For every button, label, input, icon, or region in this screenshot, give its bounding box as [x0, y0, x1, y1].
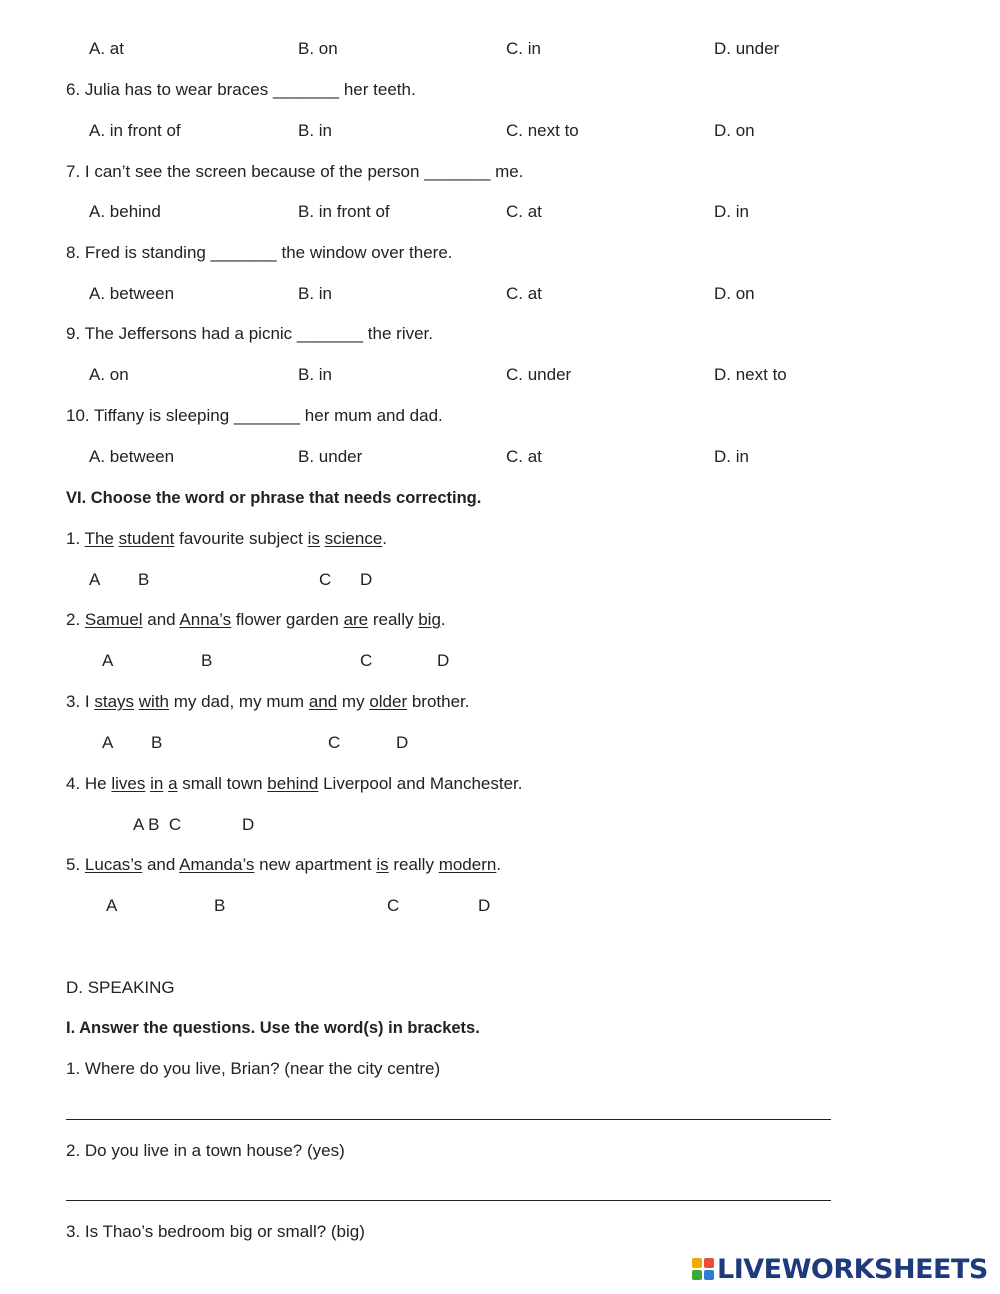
- logo-square: [692, 1258, 702, 1268]
- answer-label-d: D: [396, 733, 409, 752]
- q10-option-d[interactable]: D. in: [714, 447, 749, 466]
- answer-label-a: A: [102, 733, 114, 752]
- answer-label-c: C: [319, 570, 332, 589]
- answer-label-b: B: [138, 570, 150, 589]
- q7-option-b[interactable]: B. in front of: [298, 202, 390, 221]
- underlined-word[interactable]: Lucas’s: [84, 855, 143, 874]
- answer-label-a: A: [102, 651, 114, 670]
- underlined-word[interactable]: science: [324, 529, 383, 548]
- answer-label-c: C: [360, 651, 373, 670]
- logo-square: [704, 1258, 714, 1268]
- q8-option-c[interactable]: C. at: [506, 284, 542, 303]
- question-9-stem: 9. The Jeffersons had a picnic _______ the river.: [66, 324, 434, 343]
- answer-label-d: D: [360, 570, 373, 589]
- error-question-2: 2. Samuel and Anna’s flower garden are really big.: [66, 610, 446, 629]
- answer-labels-abc: A B C: [133, 815, 182, 834]
- answer-label-b: B: [201, 651, 213, 670]
- q10-option-a[interactable]: A. between: [89, 447, 175, 466]
- speaking-question-1: 1. Where do you live, Brian? (near the city centre): [66, 1059, 441, 1078]
- error-question-3: 3. I stays with my dad, my mum and my older brother.: [66, 692, 470, 711]
- underlined-word[interactable]: student: [118, 529, 175, 548]
- answer-label-b: B: [151, 733, 163, 752]
- q9-option-b[interactable]: B. in: [298, 365, 333, 384]
- answer-label-d: D: [478, 896, 491, 915]
- answer-label-a: A: [106, 896, 118, 915]
- question-6-stem: 6. Julia has to wear braces _______ her teeth.: [66, 80, 416, 99]
- q9-option-a[interactable]: A. on: [89, 365, 129, 384]
- answer-line-1[interactable]: [66, 1119, 831, 1120]
- underlined-word[interactable]: in: [150, 774, 164, 793]
- answer-label-d: D: [437, 651, 450, 670]
- q7-option-a[interactable]: A. behind: [89, 202, 161, 221]
- answer-label-b: B: [214, 896, 226, 915]
- logo-grid-icon: [692, 1258, 714, 1280]
- answer-label-d: D: [242, 815, 255, 834]
- underlined-word[interactable]: is: [307, 529, 320, 548]
- q5-option-d[interactable]: D. under: [714, 39, 780, 58]
- question-8-stem: 8. Fred is standing _______ the window over there.: [66, 243, 453, 262]
- q5-option-b[interactable]: B. on: [298, 39, 338, 58]
- speaking-question-3: 3. Is Thao’s bedroom big or small? (big): [66, 1222, 365, 1241]
- underlined-word[interactable]: lives: [111, 774, 146, 793]
- q9-option-d[interactable]: D. next to: [714, 365, 787, 384]
- q6-option-a[interactable]: A. in front of: [89, 121, 181, 140]
- underlined-word[interactable]: stays: [94, 692, 135, 711]
- underlined-word[interactable]: behind: [267, 774, 319, 793]
- q7-option-c[interactable]: C. at: [506, 202, 542, 221]
- logo-text: LIVEWORKSHEETS: [717, 1253, 988, 1285]
- answer-label-c: C: [387, 896, 400, 915]
- q8-option-a[interactable]: A. between: [89, 284, 175, 303]
- logo-square: [704, 1270, 714, 1280]
- answer-line-2[interactable]: [66, 1200, 831, 1201]
- question-10-stem: 10. Tiffany is sleeping _______ her mum and dad.: [66, 406, 443, 425]
- q6-option-c[interactable]: C. next to: [506, 121, 579, 140]
- question-7-stem: 7. I can’t see the screen because of the person _______ me.: [66, 162, 524, 181]
- q8-option-b[interactable]: B. in: [298, 284, 333, 303]
- q6-option-d[interactable]: D. on: [714, 121, 755, 140]
- underlined-word[interactable]: and: [308, 692, 338, 711]
- speaking-question-2: 2. Do you live in a town house? (yes): [66, 1141, 345, 1160]
- liveworksheets-logo: [692, 1254, 988, 1284]
- speaking-heading: D. SPEAKING: [66, 978, 175, 997]
- underlined-word[interactable]: Anna’s: [179, 610, 232, 629]
- q9-option-c[interactable]: C. under: [506, 365, 572, 384]
- underlined-word[interactable]: with: [138, 692, 170, 711]
- error-question-1: 1. The student favourite subject is science.: [66, 529, 388, 548]
- underlined-word[interactable]: are: [343, 610, 369, 629]
- error-question-4: 4. He lives in a small town behind Liverpool and Manchester.: [66, 774, 523, 793]
- q7-option-d[interactable]: D. in: [714, 202, 749, 221]
- underlined-word[interactable]: is: [376, 855, 389, 874]
- underlined-word[interactable]: older: [369, 692, 408, 711]
- underlined-word[interactable]: Amanda’s: [179, 855, 255, 874]
- speaking-instruction: I. Answer the questions. Use the word(s) in brackets.: [66, 1019, 480, 1037]
- q10-option-b[interactable]: B. under: [298, 447, 363, 466]
- q10-option-c[interactable]: C. at: [506, 447, 542, 466]
- q6-option-b[interactable]: B. in: [298, 121, 333, 140]
- underlined-word[interactable]: a: [168, 774, 178, 793]
- q5-option-c[interactable]: C. in: [506, 39, 541, 58]
- error-question-5: 5. Lucas’s and Amanda’s new apartment is really modern.: [66, 855, 502, 874]
- section-vi-title: VI. Choose the word or phrase that needs correcting.: [66, 489, 482, 507]
- q5-option-a[interactable]: A. at: [89, 39, 124, 58]
- underlined-word[interactable]: modern: [438, 855, 497, 874]
- underlined-word[interactable]: Samuel: [84, 610, 143, 629]
- underlined-word[interactable]: The: [84, 529, 114, 548]
- answer-label-a: A: [89, 570, 101, 589]
- logo-square: [692, 1270, 702, 1280]
- answer-label-c: C: [328, 733, 341, 752]
- q8-option-d[interactable]: D. on: [714, 284, 755, 303]
- underlined-word[interactable]: big: [418, 610, 441, 629]
